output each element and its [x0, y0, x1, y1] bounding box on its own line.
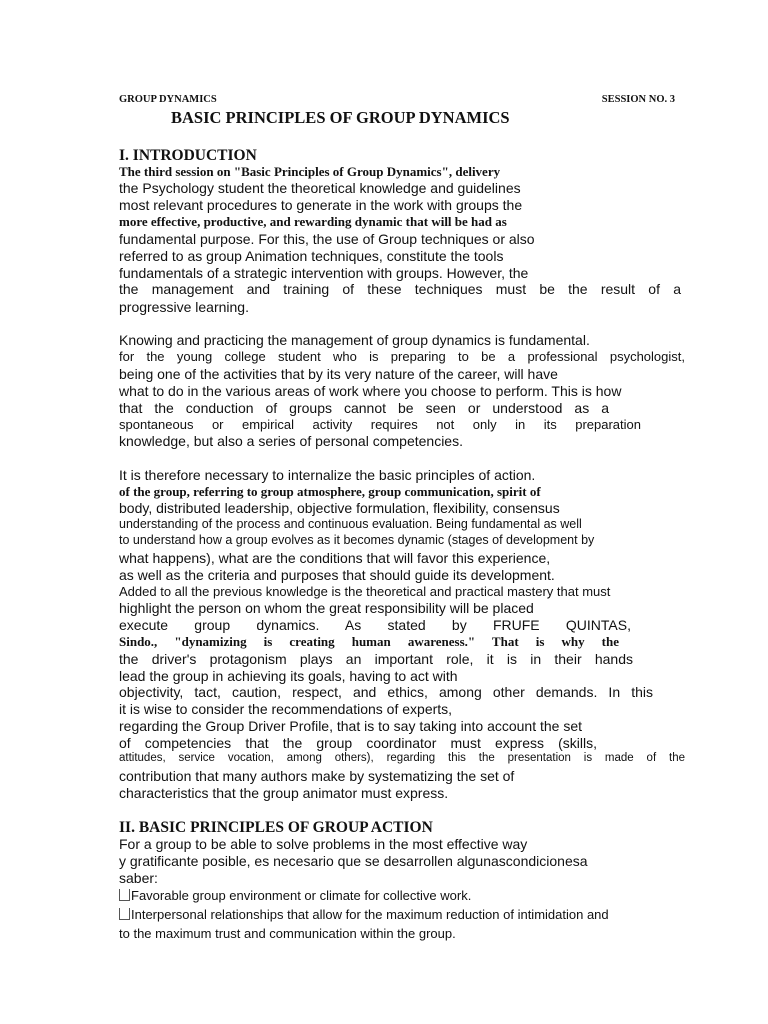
text-line: Added to all the previous knowledge is the theoretical and practical mastery that must	[119, 584, 611, 599]
text-line: of competencies that the group coordinator must express (skills,	[119, 735, 597, 751]
document-title: BASIC PRINCIPLES OF GROUP DYNAMICS	[171, 108, 510, 127]
text-line: For a group to be able to solve problems in the most effective way	[119, 836, 528, 852]
text-line: execute group dynamics. As stated by FRUFE QUINTAS,	[119, 617, 631, 633]
text-line: the driver's protagonism plays an important role, it is in their hands	[119, 651, 633, 667]
text-line: that the conduction of groups cannot be seen or understood as a	[119, 400, 609, 416]
text-line: Knowing and practicing the management of group dynamics is fundamental.	[119, 332, 590, 348]
list-item	[119, 907, 609, 922]
text-line: fundamental purpose. For this, the use of Group techniques or also	[119, 231, 535, 247]
text-line: lead the group in achieving its goals, having to act with	[119, 668, 458, 684]
text-line: body, distributed leadership, objective formulation, flexibility, consensus	[119, 500, 560, 516]
text-line: it is wise to consider the recommendations of experts,	[119, 701, 453, 717]
text-line: to understand how a group evolves as it becomes dynamic (stages of development by	[119, 533, 595, 547]
text-line: being one of the activities that by its very nature of the career, will have	[119, 366, 558, 382]
text-line: to the maximum trust and communication within the group.	[119, 926, 456, 941]
text-line: of the group, referring to group atmosphere, group communication, spirit of	[119, 484, 541, 499]
text-line: knowledge, but also a series of personal competencies.	[119, 433, 463, 449]
text-line: highlight the person on whom the great responsibility will be placed	[119, 600, 534, 616]
text-line: attitudes, service vocation, among others), regarding this the presentation is made of the	[119, 752, 685, 764]
header-course-title: GROUP DYNAMICS	[119, 94, 217, 105]
bullet-box-icon	[119, 908, 130, 920]
text-line: fundamentals of a strategic intervention with groups. However, the	[119, 265, 529, 281]
section-heading-basic-principles: II. BASIC PRINCIPLES OF GROUP ACTION	[119, 819, 433, 836]
header-session-number: SESSION NO. 3	[601, 94, 675, 105]
text-line: It is therefore necessary to internalize the basic principles of action.	[119, 467, 536, 483]
text-line: y gratificante posible, es necesario que se desarrollen algunascondicionesa	[119, 853, 588, 869]
section-heading-introduction: I. INTRODUCTION	[119, 147, 257, 164]
text-line: what to do in the various areas of work where you choose to perform. This is how	[119, 383, 622, 399]
text-line: regarding the Group Driver Profile, that is to say taking into account the set	[119, 718, 583, 734]
text-line: spontaneous or empirical activity requires not only in its preparation	[119, 417, 641, 432]
text-line: as well as the criteria and purposes that should guide its development.	[119, 567, 555, 583]
text-line: Sindo., "dynamizing is creating human awareness." That is why the	[119, 634, 619, 649]
text-line: what happens), what are the conditions that will favor this experience,	[119, 550, 551, 566]
text-line: more effective, productive, and rewarding dynamic that will be had as	[119, 214, 507, 229]
list-item	[119, 888, 471, 903]
bullet-box-icon	[119, 889, 130, 901]
text-line: most relevant procedures to generate in the work with groups the	[119, 197, 523, 213]
text-line: understanding of the process and continuous evaluation. Being fundamental as well	[119, 517, 582, 531]
list-item-text: Favorable group environment or climate for collective work.	[131, 888, 472, 903]
text-line: progressive learning.	[119, 299, 249, 315]
text-line: characteristics that the group animator must express.	[119, 785, 449, 801]
text-line: saber:	[119, 870, 158, 886]
text-line: for the young college student who is preparing to be a professional psychologist,	[119, 349, 685, 364]
text-line: the management and training of these techniques must be the result of a	[119, 281, 681, 297]
text-line: the Psychology student the theoretical knowledge and guidelines	[119, 180, 521, 196]
text-line: contribution that many authors make by systematizing the set of	[119, 768, 515, 784]
text-line: referred to as group Animation techniques, constitute the tools	[119, 248, 504, 264]
list-item-text: Interpersonal relationships that allow for the maximum reduction of intimidation and	[131, 907, 609, 922]
text-line: The third session on "Basic Principles of Group Dynamics", delivery	[119, 164, 501, 179]
text-line: objectivity, tact, caution, respect, and ethics, among other demands. In this	[119, 684, 653, 700]
